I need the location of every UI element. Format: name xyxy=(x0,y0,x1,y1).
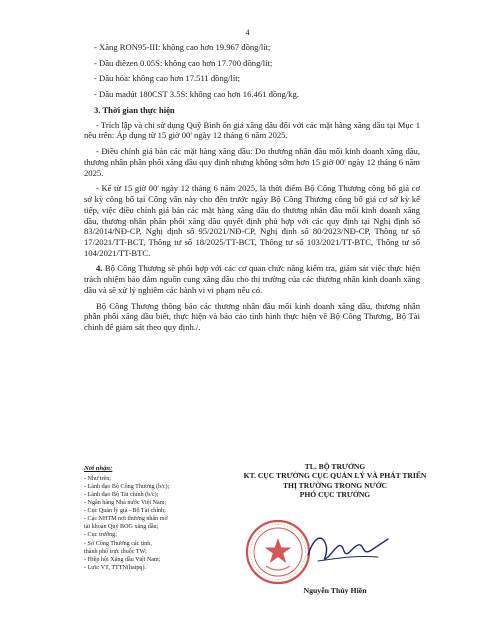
recipients-list xyxy=(84,465,234,572)
signature-line: KT. CỤC TRƯỞNG CỤC QUẢN LÝ VÀ PHÁT TRIỂN xyxy=(243,471,427,481)
price-line-mazut: - Dầu madút 180CST 3.5S: không cao hơn 16.461 đồng/kg. xyxy=(94,89,299,100)
recipient-item: - Cục trưởng; xyxy=(84,532,117,539)
official-seal-icon xyxy=(244,518,312,586)
recipient-item: - Hiệp hội Xăng dầu Việt Nam; xyxy=(84,556,161,563)
signature-line: PHÓ CỤC TRƯỞNG xyxy=(299,489,371,499)
handwritten-signature-icon xyxy=(304,525,392,571)
recipient-item: - Sở Công Thương các tỉnh, thành phố trực thuộc TW; xyxy=(84,540,152,555)
price-line-ron95: - Xăng RON95-III: không cao hơn 19.967 đồng/lít; xyxy=(94,42,271,52)
document-body xyxy=(84,42,420,338)
section-3-title: 3. Thời gian thực hiện xyxy=(94,104,175,115)
section-3-paragraph: - Kể từ 15 giờ 00' ngày 12 tháng 6 năm 2025, là thời điểm Bộ Công Thương công bố giá cơ sở kỳ công bố tại Công văn này cho đến trước ngày Bộ Công Thương công bố giá cơ sở kỳ kế tiếp, việc điều chỉnh giá bán các mặt hàng xăng dầu do thương nhân đầu mối kinh doanh xăng dầu, thương nhân phân phối xăng dầu quyết định phù hợp với các quy định tại Nghị định số 83/2014/NĐ-CP, Nghị định số 95/2021/NĐ-CP, Nghị định số 80/2023/NĐ-CP, Thông tư số 17/2021/TT-BCT, Thông tư số 18/2025/TT-BCT, Thông tư số 103/2021/TT-BTC, Thông tư số 104/2021/TT-BTC. xyxy=(84,183,420,258)
price-line-diesel: - Dầu điêzen 0.05S: không cao hơn 17.700 đồng/lít; xyxy=(94,57,273,68)
section-3-paragraph: - Điều chỉnh giá bán các mặt hàng xăng dầu: Do thương nhân đầu mối kinh doanh xăng dầu, thương nhân phân phối xăng dầu quy định nhưng không sớm hơn 15 giờ 00' ngày 12 tháng 6 năm 2025. xyxy=(84,146,420,178)
section-4-paragraph xyxy=(84,263,420,295)
page-number: 4 xyxy=(245,28,250,37)
recipients-title: Nơi nhận: xyxy=(84,465,113,472)
recipient-item: - Lưu: VT, TTTN(haipq). xyxy=(84,564,147,571)
recipient-item: - Lãnh đạo Bộ Tài chính (b/c); xyxy=(84,491,159,498)
signature-line: TL. BỘ TRƯỞNG xyxy=(304,462,366,471)
recipient-item: - Các NHTM nơi thương nhân mở tài khoản Quỹ BOG xăng dầu; xyxy=(84,516,168,531)
section-4-number: 4. xyxy=(96,263,103,274)
section-4-text: Bộ Công Thương sẽ phối hợp với các cơ quan chức năng kiểm tra, giám sát việc thực hiện trách nhiệm bảo đảm nguồn cung xăng dầu cho thị trường của các thương nhân kinh doanh xăng dầu và sẽ xử lý nghiêm các hành vi vi phạm nếu có. xyxy=(84,263,420,295)
price-line-kerosene: - Dầu hỏa: không cao hơn 17.511 đồng/lít; xyxy=(94,73,241,84)
recipient-item: - Như trên; xyxy=(84,475,111,482)
recipient-item: - Lãnh đạo Bộ Công Thương (b/c); xyxy=(84,483,170,490)
signature-authority-block xyxy=(222,462,448,499)
recipient-item: - Ngân hàng Nhà nước Việt Nam; xyxy=(84,500,167,507)
section-3-paragraph: - Trích lập và chi sử dụng Quỹ Bình ổn giá xăng dầu đối với các mặt hàng xăng dầu tại Mục 1 nêu trên: Áp dụng từ 15 giờ 00' ngày 12 tháng 6 năm 2025. xyxy=(84,119,420,141)
closing-paragraph: Bộ Công Thương thông báo các thương nhân đầu mối kinh doanh xăng dầu, thương nhân phân phối xăng dầu biết, thực hiện và báo cáo tình hình thực hiện về Bộ Công Thương, Bộ Tài chính để giám sát theo quy định./. xyxy=(84,300,420,333)
signer-name: Nguyễn Thúy Hiền xyxy=(303,586,367,595)
recipient-item: - Cục Quản lý giá - Bộ Tài chính; xyxy=(84,508,166,515)
signature-line: THỊ TRƯỜNG TRONG NƯỚC xyxy=(282,480,387,490)
